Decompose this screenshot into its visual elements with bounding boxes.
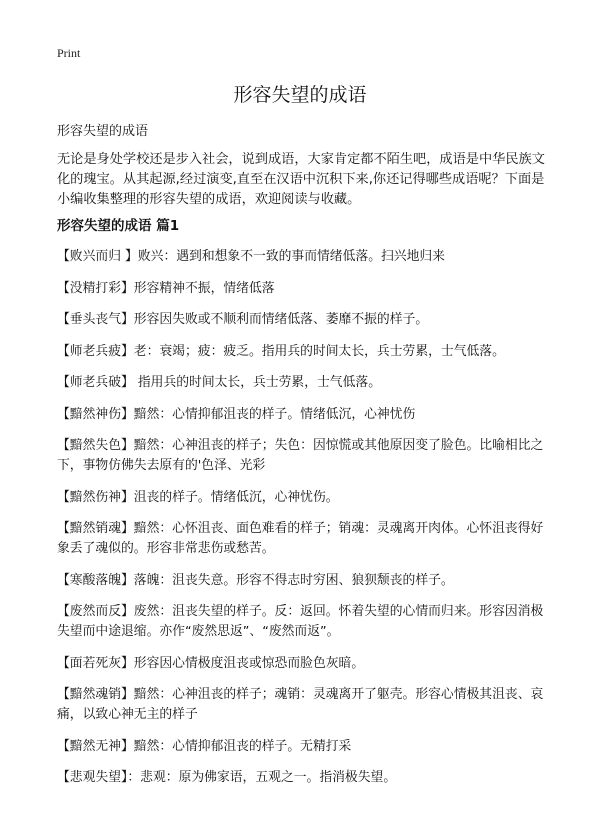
idiom-entry: 【黯然神伤】黯然：心情抑郁沮丧的样子。情绪低沉，心神忧伤 bbox=[57, 406, 416, 422]
page-title: 形容失望的成语 bbox=[233, 84, 367, 106]
idiom-entry: 【败兴而归 】败兴：遇到和想象不一致的事而情绪低落。扫兴地归来 bbox=[57, 249, 445, 264]
idiom-entry: 【悲观失望】：悲观：原为佛家语，五观之一。指消极失望。 bbox=[57, 770, 397, 785]
idiom-entry: 【黯然失色】黯然：心神沮丧的样子；失色：因惊慌或其他原因变了脸色。比喻相比之下，事物仿佛失去原有的'色泽、光彩 bbox=[57, 438, 544, 473]
idiom-entry: 【垂头丧气】形容因失败或不顺利而情绪低落、萎靡不振的样子。 bbox=[57, 312, 429, 327]
document-subtitle: 形容失望的成语 bbox=[57, 124, 149, 139]
idiom-entry: 【没精打彩】形容精神不振，情绪低落 bbox=[57, 280, 275, 296]
idiom-entry: 【师老兵破】 指用兵的时间太长，兵士劳累，士气低落。 bbox=[57, 375, 381, 390]
idiom-entry: 【废然而反】废然：沮丧失望的样子。反：返回。怀着失望的心情而归来。形容因消极失望而中途退缩。亦作“废然思返”、“废然而返”。 bbox=[57, 604, 544, 639]
intro-paragraph: 无论是身处学校还是步入社会，说到成语，大家肯定都不陌生吧，成语是中华民族文化的瑰宝。从其起源,经过演变,直至在汉语中沉积下来,你还记得哪些成语呢？下面是小编收集整理的形容失望的成语，欢迎阅读与收藏。 bbox=[57, 152, 545, 207]
print-link[interactable]: Print bbox=[57, 46, 81, 60]
idiom-entry: 【黯然伤神】沮丧的样子。情绪低沉，心神忧伤。 bbox=[57, 489, 339, 505]
idiom-list bbox=[57, 247, 549, 800]
idiom-entry: 【师老兵疲】老：衰竭；疲：疲乏。指用兵的时间太长，兵士劳累，士气低落。 bbox=[57, 343, 505, 359]
idiom-entry: 【黯然销魂】黯然：心怀沮丧、面色难看的样子；销魂：灵魂离开肉体。心怀沮丧得好象丢了魂似的。形容非常悲伤或愁苦。 bbox=[57, 521, 544, 556]
idiom-entry: 【黯然魂销】黯然：心神沮丧的样子；魂销：灵魂离开了躯壳。形容心情极其沮丧、哀痛，以致心神无主的样子 bbox=[57, 687, 544, 722]
idiom-entry: 【面若死灰】形容因心情极度沮丧或惊恐而脸色灰暗。 bbox=[57, 655, 365, 671]
section-heading: 形容失望的成语 篇1 bbox=[57, 218, 180, 234]
idiom-entry: 【黯然无神】黯然：心情抑郁沮丧的样子。无精打采 bbox=[57, 738, 352, 754]
idiom-entry: 【寒酸落魄】落魄：沮丧失意。形容不得志时穷困、狼狈颓丧的样子。 bbox=[57, 572, 454, 588]
